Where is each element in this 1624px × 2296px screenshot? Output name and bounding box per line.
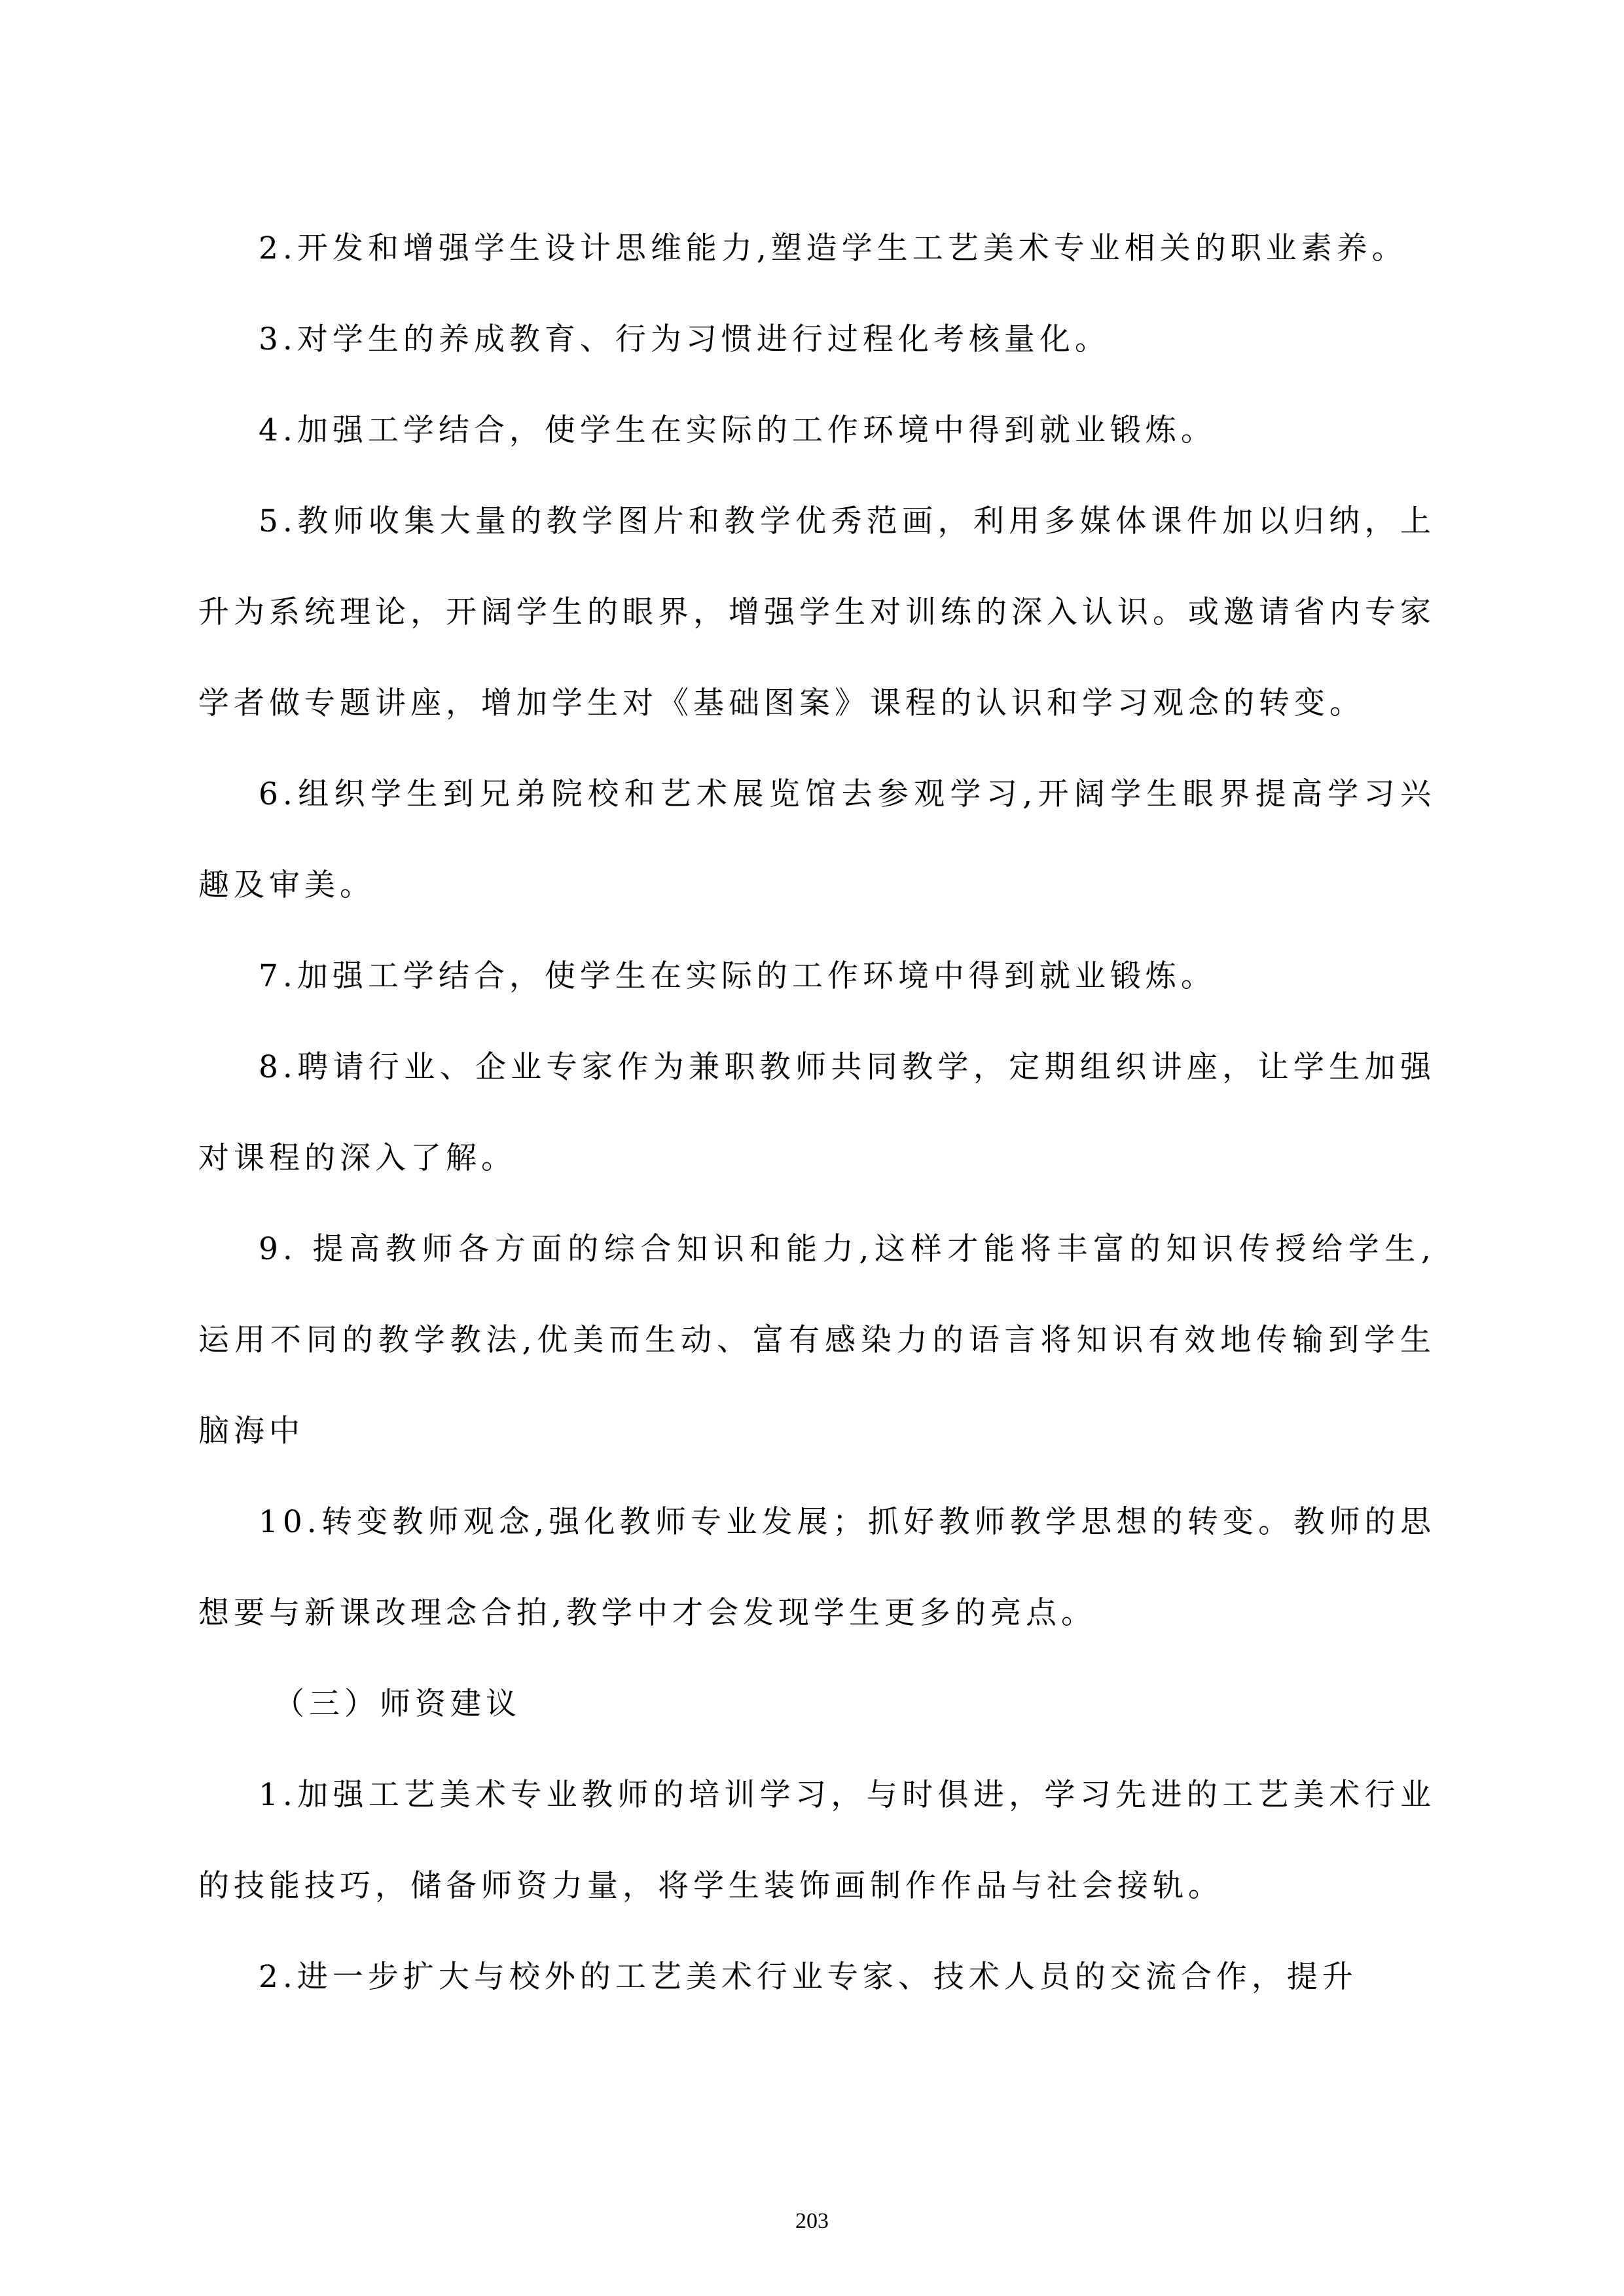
paragraph-item-4: 4.加强工学结合，使学生在实际的工作环境中得到就业锻炼。 (259, 412, 1216, 448)
paragraph-faculty-2: 2.进一步扩大与校外的工艺美术行业专家、技术人员的交流合作，提升 (259, 1959, 1358, 1995)
paragraph-faculty-1: 1.加强工艺美术专业教师的培训学习，与时俱进，学习先进的工艺美术行业的技能技巧，储备师资力量，将学生装饰画制作作品与社会接轨。 (198, 1777, 1435, 1904)
page-number: 203 (795, 2209, 829, 2233)
paragraph-item-7: 7.加强工学结合，使学生在实际的工作环境中得到就业锻炼。 (259, 958, 1216, 994)
paragraph-item-10: 10.转变教师观念,强化教师专业发展；抓好教师教学思想的转变。教师的思想要与新课改理念合拍,教学中才会发现学生更多的亮点。 (198, 1504, 1435, 1631)
paragraph-item-5: 5.教师收集大量的教学图片和教学优秀范画，利用多媒体课件加以归纳，上升为系统理论，开阔学生的眼界，增强学生对训练的深入认识。或邀请省内专家学者做专题讲座，增加学生对《基础图案》课程的认识和学习观念的转变。 (198, 503, 1435, 721)
paragraph-item-2: 2.开发和增强学生设计思维能力,塑造学生工艺美术专业相关的职业素养。 (259, 230, 1407, 266)
section-heading: （三）师资建议 (274, 1686, 521, 1722)
paragraph-item-8: 8.聘请行业、企业专家作为兼职教师共同教学，定期组织讲座，让学生加强对课程的深入了解。 (198, 1049, 1435, 1176)
paragraph-item-9: 9. 提高教师各方面的综合知识和能力,这样才能将丰富的知识传授给学生,运用不同的教学教法,优美而生动、富有感染力的语言将知识有效地传输到学生脑海中 (198, 1231, 1435, 1449)
paragraph-item-3: 3.对学生的养成教育、行为习惯进行过程化考核量化。 (259, 321, 1110, 357)
document-body (198, 203, 1435, 2022)
paragraph-item-6: 6.组织学生到兄弟院校和艺术展览馆去参观学习,开阔学生眼界提高学习兴趣及审美。 (198, 776, 1435, 903)
